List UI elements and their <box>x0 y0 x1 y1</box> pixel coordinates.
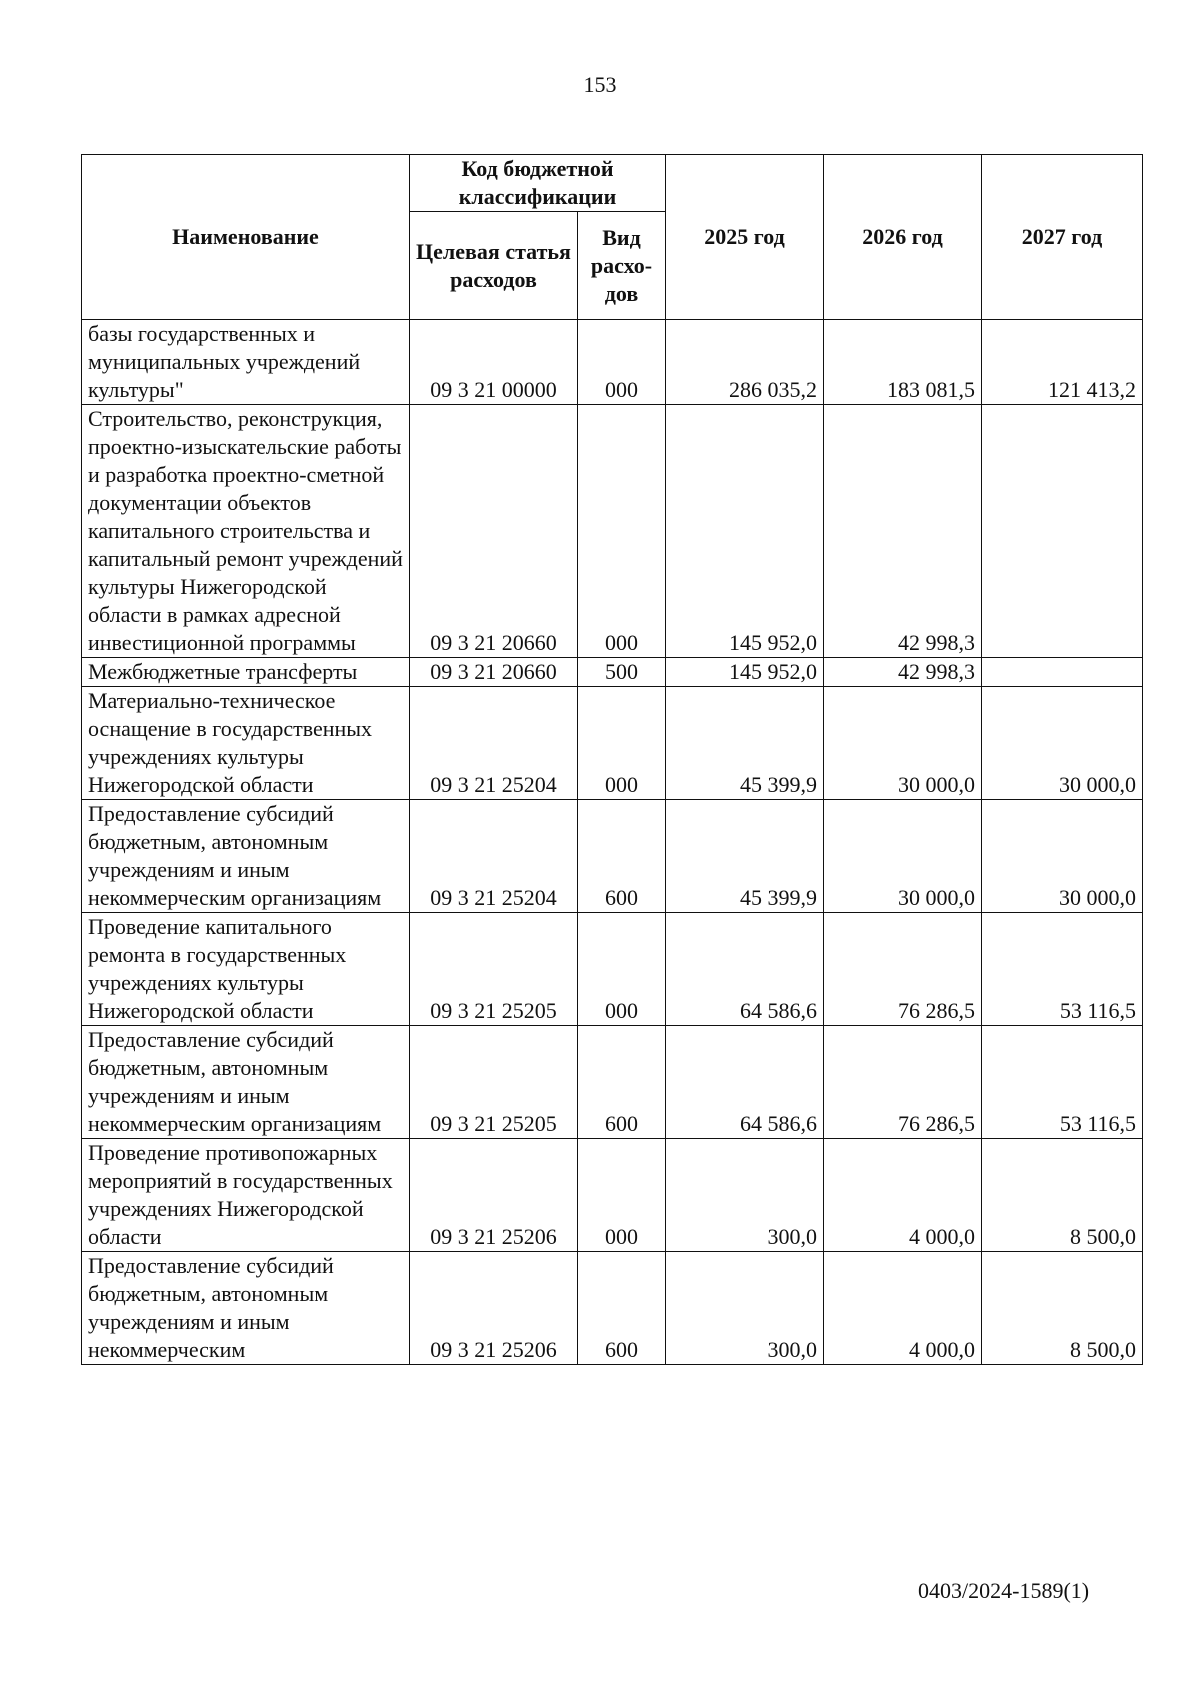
row-2027: 121 413,2 <box>982 320 1143 405</box>
table-row <box>82 320 1143 405</box>
header-kbk: Код бюджетной классификации <box>410 155 666 212</box>
row-2025: 64 586,6 <box>666 1026 824 1139</box>
row-type: 000 <box>578 320 666 405</box>
row-code: 09 3 21 00000 <box>410 320 578 405</box>
row-name: Материально-техническое оснащение в государственных учреждениях культуры Нижегородской области <box>82 687 410 800</box>
row-name: Проведение капитального ремонта в государственных учреждениях культуры Нижегородской области <box>82 913 410 1026</box>
header-target-article: Целевая статья расходов <box>410 212 578 320</box>
row-2025: 145 952,0 <box>666 658 824 687</box>
table-body <box>82 320 1143 1365</box>
table-row <box>82 658 1143 687</box>
row-2027 <box>982 405 1143 658</box>
table-row <box>82 913 1143 1026</box>
row-type: 000 <box>578 1139 666 1252</box>
header-year-2027: 2027 год <box>982 155 1143 320</box>
table-row <box>82 687 1143 800</box>
row-code: 09 3 21 25205 <box>410 1026 578 1139</box>
table-header <box>82 155 1143 320</box>
table-row <box>82 405 1143 658</box>
row-type: 000 <box>578 913 666 1026</box>
row-name: Строительство, реконструкция, проектно-изыскательские работы и разработка проектно-сметной документации объектов капитального строительства и капитальный ремонт учреждений культуры Нижегородской области в рамках адресной инвестиционной программы <box>82 405 410 658</box>
page-number: 153 <box>583 72 617 97</box>
table-row <box>82 800 1143 913</box>
row-2026: 183 081,5 <box>824 320 982 405</box>
row-2026: 30 000,0 <box>824 800 982 913</box>
row-2027: 8 500,0 <box>982 1139 1143 1252</box>
row-code: 09 3 21 25204 <box>410 687 578 800</box>
row-2025: 300,0 <box>666 1139 824 1252</box>
row-type: 000 <box>578 687 666 800</box>
header-expense-type: Вид расхо-дов <box>578 212 666 320</box>
row-name: Проведение противопожарных мероприятий в государственных учреждениях Нижегородской области <box>82 1139 410 1252</box>
row-name: Предоставление субсидий бюджетным, автономным учреждениям и иным некоммерческим организациям <box>82 800 410 913</box>
row-2026: 76 286,5 <box>824 913 982 1026</box>
row-code: 09 3 21 20660 <box>410 658 578 687</box>
row-name: Предоставление субсидий бюджетным, автономным учреждениям и иным некоммерческим <box>82 1252 410 1365</box>
header-name: Наименование <box>82 155 410 320</box>
row-2026: 30 000,0 <box>824 687 982 800</box>
header-year-2025: 2025 год <box>666 155 824 320</box>
row-code: 09 3 21 20660 <box>410 405 578 658</box>
row-2026: 42 998,3 <box>824 658 982 687</box>
row-name: базы государственных и муниципальных учреждений культуры" <box>82 320 410 405</box>
row-type: 000 <box>578 405 666 658</box>
row-2026: 42 998,3 <box>824 405 982 658</box>
header-year-2026: 2026 год <box>824 155 982 320</box>
row-2025: 300,0 <box>666 1252 824 1365</box>
row-2027: 8 500,0 <box>982 1252 1143 1365</box>
row-code: 09 3 21 25206 <box>410 1139 578 1252</box>
row-2025: 45 399,9 <box>666 687 824 800</box>
row-2027: 30 000,0 <box>982 800 1143 913</box>
row-2025: 286 035,2 <box>666 320 824 405</box>
row-type: 500 <box>578 658 666 687</box>
row-2027: 53 116,5 <box>982 913 1143 1026</box>
row-code: 09 3 21 25205 <box>410 913 578 1026</box>
row-code: 09 3 21 25206 <box>410 1252 578 1365</box>
table-row <box>82 1026 1143 1139</box>
row-name: Предоставление субсидий бюджетным, автономным учреждениям и иным некоммерческим организациям <box>82 1026 410 1139</box>
row-type: 600 <box>578 800 666 913</box>
row-2026: 4 000,0 <box>824 1139 982 1252</box>
row-2026: 76 286,5 <box>824 1026 982 1139</box>
row-type: 600 <box>578 1026 666 1139</box>
row-2026: 4 000,0 <box>824 1252 982 1365</box>
row-2027: 53 116,5 <box>982 1026 1143 1139</box>
document-registration-code: 0403/2024-1589(1) <box>918 1578 1090 1603</box>
row-2025: 64 586,6 <box>666 913 824 1026</box>
row-code: 09 3 21 25204 <box>410 800 578 913</box>
table-row <box>82 1252 1143 1365</box>
table-row <box>82 1139 1143 1252</box>
row-name: Межбюджетные трансферты <box>82 658 410 687</box>
budget-table <box>81 154 1143 1365</box>
row-2027: 30 000,0 <box>982 687 1143 800</box>
row-2025: 45 399,9 <box>666 800 824 913</box>
row-2027 <box>982 658 1143 687</box>
row-2025: 145 952,0 <box>666 405 824 658</box>
row-type: 600 <box>578 1252 666 1365</box>
